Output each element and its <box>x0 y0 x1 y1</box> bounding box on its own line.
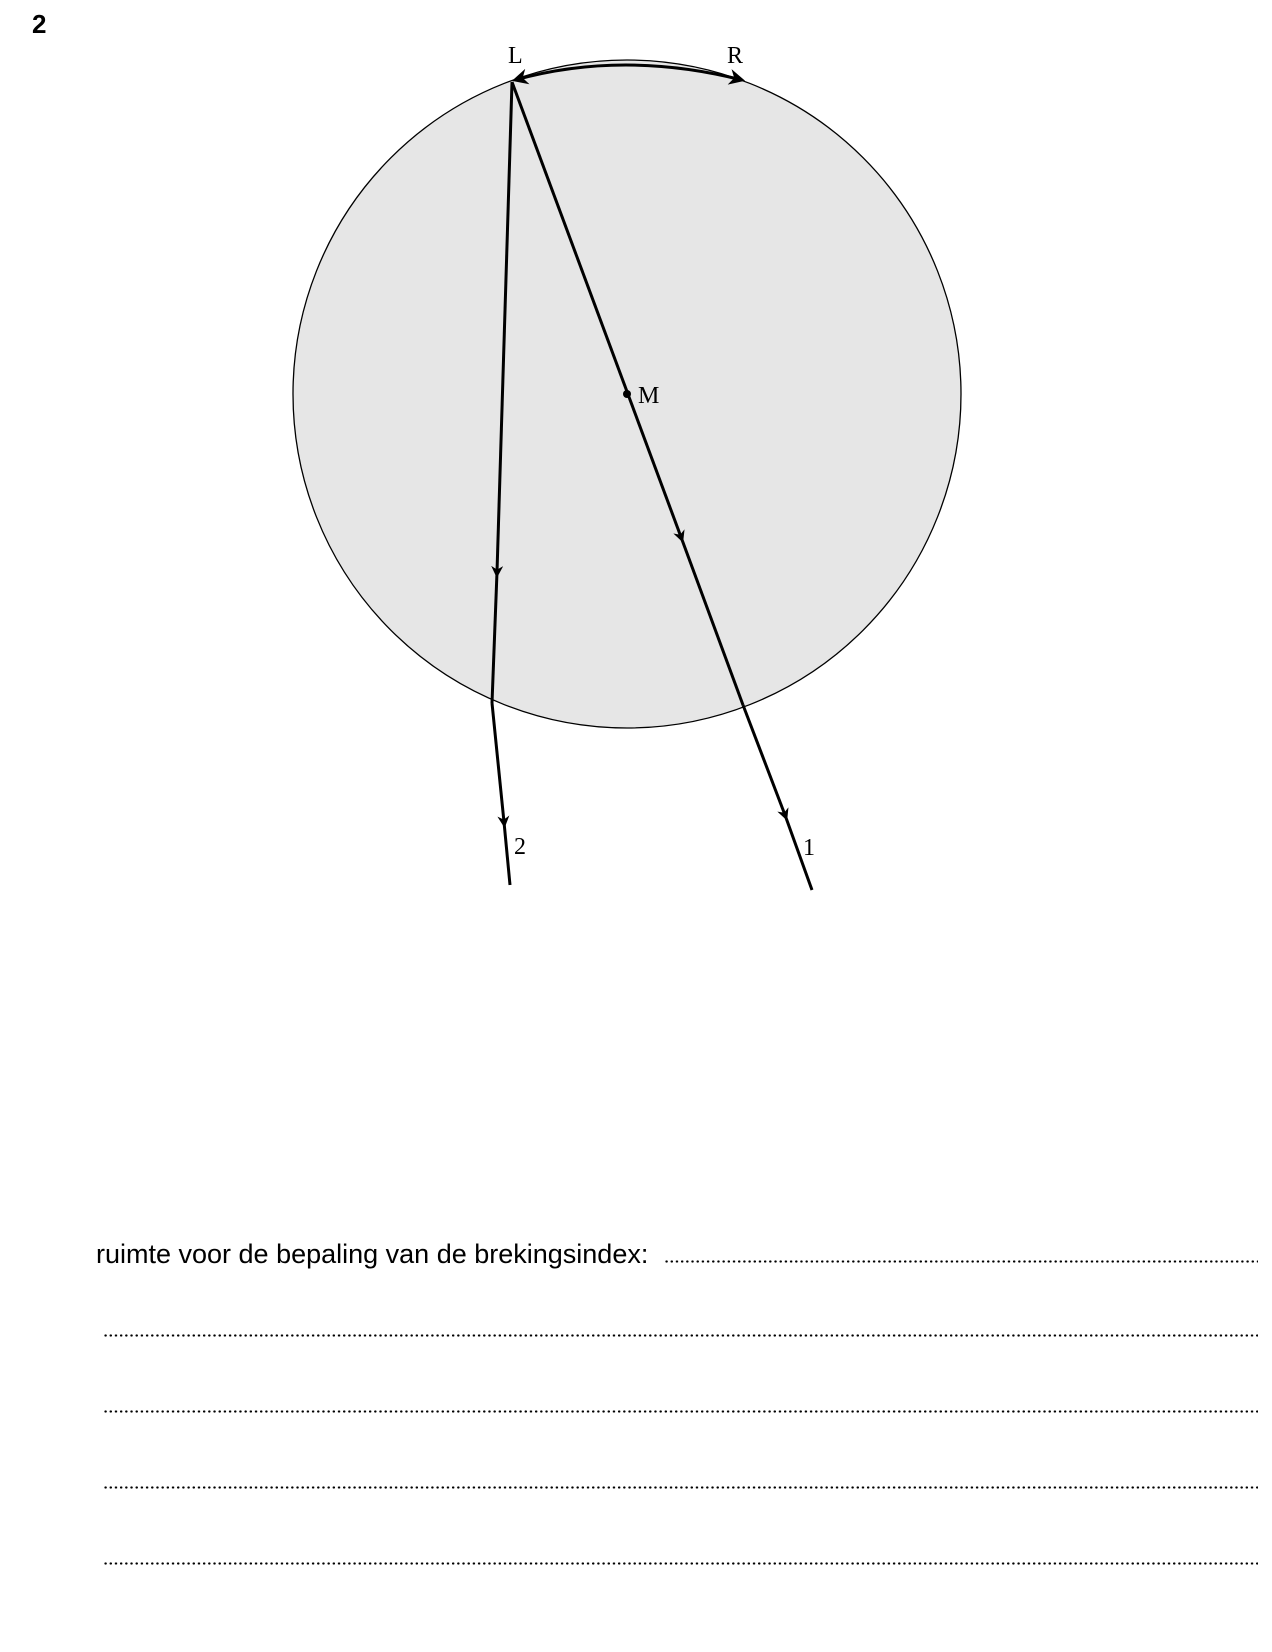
answer-dotted-line[interactable] <box>664 1260 1258 1263</box>
answer-dotted-line[interactable] <box>103 1334 1258 1337</box>
answer-dotted-line[interactable] <box>103 1486 1258 1489</box>
label-ray-2: 2 <box>514 834 526 860</box>
ray-2-outside-upper <box>492 703 504 822</box>
question-number: 2 <box>32 9 47 39</box>
answer-line-row <box>103 1304 1258 1344</box>
answer-line-row <box>103 1380 1258 1420</box>
label-ray-1: 1 <box>803 835 815 861</box>
answer-prompt: ruimte voor de bepaling van de brekingsindex: <box>96 1239 649 1269</box>
answer-dotted-line[interactable] <box>103 1410 1258 1413</box>
answer-line-row <box>103 1456 1258 1496</box>
label-M: M <box>638 383 660 409</box>
answer-line-row <box>103 1532 1258 1572</box>
answer-prompt-row <box>96 1230 1258 1270</box>
centre-point-M <box>623 390 631 398</box>
answer-dotted-line[interactable] <box>103 1562 1258 1565</box>
ray-1-outside-upper <box>743 705 785 815</box>
label-R: R <box>727 43 744 69</box>
label-L: L <box>508 43 523 69</box>
ray-2-outside-lower <box>504 822 510 885</box>
